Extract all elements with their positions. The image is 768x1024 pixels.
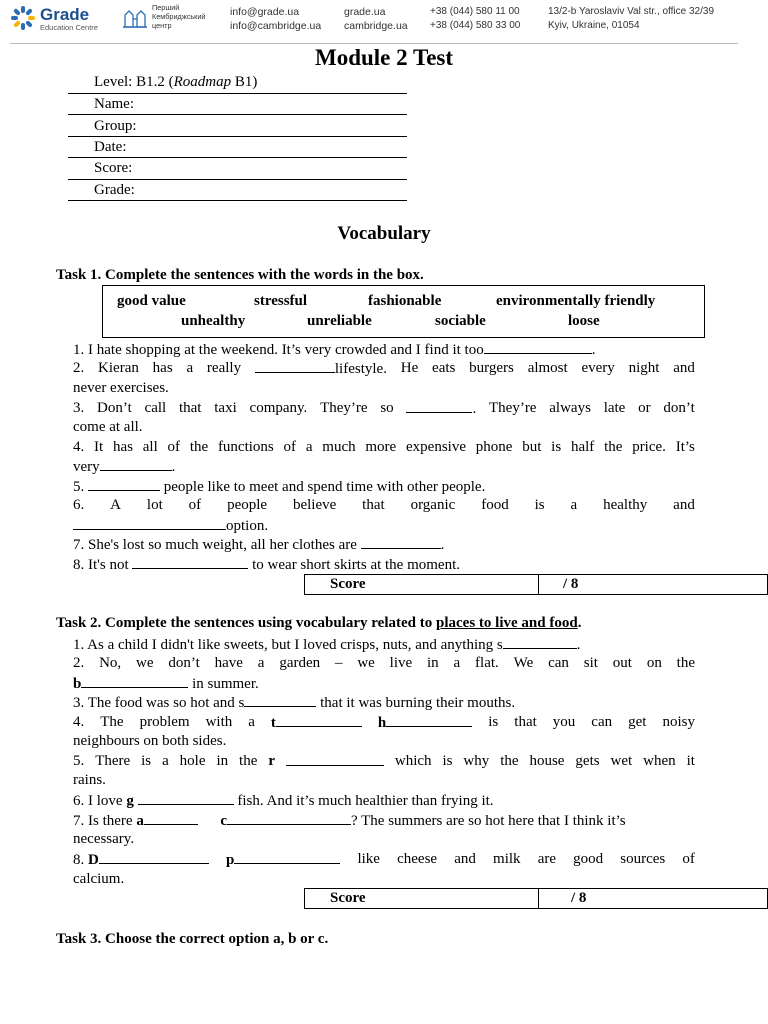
word: the bbox=[604, 439, 623, 455]
task1-sentence-7 bbox=[73, 535, 444, 555]
section-title: Vocabulary bbox=[337, 223, 431, 244]
word: 5. bbox=[73, 753, 85, 769]
word: There bbox=[95, 753, 131, 769]
word: late bbox=[603, 400, 626, 416]
word: good bbox=[573, 851, 604, 867]
word: like bbox=[357, 851, 380, 867]
word: phone bbox=[475, 439, 513, 455]
cambridge-logo bbox=[122, 4, 222, 34]
word: and bbox=[454, 851, 476, 867]
word-box-item: environmentally friendly bbox=[496, 293, 656, 309]
word: is bbox=[141, 753, 152, 769]
word: people bbox=[227, 497, 268, 513]
contact-emails bbox=[230, 5, 321, 33]
answer-blank[interactable] bbox=[100, 457, 172, 471]
word: house bbox=[529, 753, 565, 769]
word: garden bbox=[279, 655, 321, 671]
answer-blank[interactable] bbox=[234, 850, 340, 864]
word-box-item: unhealthy bbox=[181, 313, 246, 329]
word: believe bbox=[292, 497, 337, 513]
word: is bbox=[442, 753, 453, 769]
sentence-text: in summer. bbox=[192, 676, 259, 692]
word-box-item: unreliable bbox=[307, 313, 372, 329]
task2-sentence-1 bbox=[73, 635, 580, 655]
word: call bbox=[144, 400, 167, 416]
grade-logo-name: Grade bbox=[40, 5, 90, 24]
word: flat. bbox=[475, 655, 499, 671]
word: 8. bbox=[73, 852, 85, 868]
word: can bbox=[591, 714, 613, 730]
answer-blank[interactable] bbox=[81, 674, 188, 688]
sentence-text: 7. Is there bbox=[73, 813, 133, 829]
word: of bbox=[188, 497, 202, 513]
word-box-item: loose bbox=[568, 313, 600, 329]
word: you bbox=[552, 714, 576, 730]
hint-letter: D bbox=[88, 852, 99, 868]
word: of bbox=[682, 851, 695, 867]
word: but bbox=[522, 439, 542, 455]
word: expensive bbox=[406, 439, 466, 455]
word: has bbox=[112, 439, 133, 455]
word: night bbox=[628, 360, 660, 376]
word: why bbox=[463, 753, 490, 769]
address-line: Kyiv, Ukraine, 01054 bbox=[548, 20, 640, 31]
answer-blank[interactable] bbox=[88, 477, 160, 491]
task2-sentence-2-cont bbox=[73, 674, 259, 694]
phone-cambridge: +38 (044) 580 33 00 bbox=[430, 20, 521, 31]
answer-blank[interactable] bbox=[255, 359, 335, 373]
sentence-text: that it was burning their mouths. bbox=[320, 695, 516, 711]
blank-word bbox=[73, 850, 209, 870]
word: the bbox=[676, 655, 695, 671]
answer-blank[interactable] bbox=[503, 635, 577, 649]
task1-sentence-6 bbox=[73, 496, 695, 515]
word: A bbox=[110, 497, 121, 513]
score-value[interactable]: / 8 bbox=[571, 890, 587, 906]
word: Kieran bbox=[98, 360, 139, 376]
word: we bbox=[357, 655, 375, 671]
level-book: Roadmap bbox=[173, 74, 232, 90]
score-divider bbox=[538, 889, 539, 908]
word: the bbox=[189, 439, 209, 455]
word: functions bbox=[217, 439, 274, 455]
word: lifestyle. bbox=[334, 361, 387, 377]
word: a bbox=[186, 360, 194, 376]
grade-logo bbox=[10, 3, 110, 33]
word: is bbox=[534, 497, 545, 513]
word: get bbox=[628, 714, 647, 730]
score-value[interactable]: / 8 bbox=[563, 576, 579, 592]
score-label: Score bbox=[330, 890, 366, 906]
info-rule bbox=[68, 200, 407, 201]
task2-sentence-5-cont: rains. bbox=[73, 772, 106, 788]
word: 6. bbox=[73, 497, 85, 513]
word: sit bbox=[583, 655, 598, 671]
info-rule bbox=[68, 157, 407, 158]
heading-end: . bbox=[577, 615, 582, 631]
word: with bbox=[205, 714, 233, 730]
level-suffix: B1) bbox=[231, 74, 258, 90]
word: It bbox=[94, 439, 104, 455]
task1-sentence-4 bbox=[73, 438, 695, 457]
word: so bbox=[380, 400, 394, 416]
grade-field: Grade: bbox=[94, 182, 135, 198]
task1-sentence-3-cont: come at all. bbox=[73, 419, 143, 435]
word: No, bbox=[99, 655, 122, 671]
cambridge-logo-line: Перший bbox=[152, 3, 180, 12]
hint-letter: t bbox=[270, 715, 276, 731]
word: and bbox=[673, 360, 695, 376]
sentence-text: ? The summers are so hot here that I think it’s bbox=[350, 813, 626, 829]
word: of bbox=[167, 439, 181, 455]
word: or bbox=[638, 400, 651, 416]
word: The bbox=[100, 714, 124, 730]
task2-sentence-6 bbox=[73, 791, 494, 811]
word: milk bbox=[493, 851, 521, 867]
word-box-item: good value bbox=[117, 293, 186, 309]
word: in bbox=[216, 753, 229, 769]
word: 2. bbox=[73, 655, 85, 671]
email-cambridge[interactable]: info@cambridge.ua bbox=[230, 20, 322, 32]
info-rule bbox=[68, 179, 407, 180]
word: 4. bbox=[73, 439, 85, 455]
task2-sentence-8-cont: calcium. bbox=[73, 871, 125, 887]
task2-sentence-4-cont: neighbours on both sides. bbox=[73, 733, 227, 749]
word: burgers bbox=[469, 360, 514, 376]
task1-heading: Task 1. Complete the sentences with the words in the box. bbox=[56, 267, 424, 283]
task1-sentence-5 bbox=[73, 477, 485, 497]
site-cambridge[interactable]: cambridge.ua bbox=[344, 20, 408, 32]
answer-blank[interactable] bbox=[227, 811, 351, 825]
task2-sentence-5 bbox=[73, 752, 695, 771]
word: and bbox=[673, 497, 695, 513]
task2-heading bbox=[56, 614, 581, 633]
blank-word bbox=[406, 399, 476, 419]
answer-blank[interactable] bbox=[138, 791, 234, 805]
sentence-end: . bbox=[576, 637, 581, 653]
word: that bbox=[178, 400, 202, 416]
grade-logo-subtitle: Education Centre bbox=[40, 23, 98, 32]
word: when bbox=[643, 753, 676, 769]
word: half bbox=[570, 439, 595, 455]
word: . bbox=[472, 401, 477, 417]
word: on bbox=[646, 655, 662, 671]
word: 3. bbox=[73, 400, 85, 416]
cambridge-emblem-icon bbox=[122, 5, 148, 31]
heading-topic: places to live and food bbox=[436, 615, 578, 631]
task1-sentence-2-cont: never exercises. bbox=[73, 380, 169, 396]
task1-sentence-8 bbox=[73, 555, 460, 575]
level-prefix: Level: B1.2 ( bbox=[94, 74, 174, 90]
hint-letter: g bbox=[126, 793, 134, 809]
word: Don’t bbox=[97, 400, 132, 416]
email-grade[interactable]: info@grade.ua bbox=[230, 6, 300, 18]
hint-letter: h bbox=[377, 715, 387, 731]
score-label: Score bbox=[330, 576, 366, 592]
contact-phones bbox=[430, 5, 520, 33]
word: hole bbox=[179, 753, 206, 769]
word: cheese bbox=[397, 851, 438, 867]
word: out bbox=[612, 655, 632, 671]
word: a bbox=[162, 753, 169, 769]
info-rule bbox=[68, 114, 407, 115]
info-rule bbox=[68, 136, 407, 137]
grade-logo-icon bbox=[10, 5, 36, 31]
cambridge-logo-line: центр bbox=[152, 20, 172, 30]
word: We bbox=[513, 655, 534, 671]
sentence-text: 6. I love bbox=[73, 793, 123, 809]
word: very bbox=[73, 459, 100, 475]
word: gets bbox=[575, 753, 600, 769]
header-divider bbox=[10, 43, 738, 44]
word: can bbox=[548, 655, 569, 671]
word: option. bbox=[226, 518, 269, 534]
word: a bbox=[305, 439, 313, 455]
word: don’t bbox=[168, 655, 200, 671]
blank-word bbox=[255, 359, 387, 379]
answer-blank[interactable] bbox=[144, 811, 198, 825]
word: 5. bbox=[73, 479, 85, 495]
word: don’t bbox=[663, 400, 695, 416]
score-divider bbox=[538, 575, 539, 594]
word: almost bbox=[527, 360, 568, 376]
info-rule bbox=[68, 93, 407, 94]
answer-blank[interactable] bbox=[286, 752, 384, 766]
word-box-item: fashionable bbox=[368, 293, 442, 309]
blank-word bbox=[226, 850, 340, 870]
word: all bbox=[142, 439, 158, 455]
sentence-text: 8. It's not bbox=[73, 557, 129, 573]
hint-letter: r bbox=[268, 753, 275, 769]
word: 4. bbox=[73, 714, 85, 730]
task1-sentence-3 bbox=[73, 399, 695, 419]
word: 2. bbox=[73, 360, 85, 376]
task1-sentence-2 bbox=[73, 359, 695, 379]
word: much bbox=[322, 439, 356, 455]
info-level bbox=[94, 73, 257, 92]
word: every bbox=[581, 360, 615, 376]
sentence-text: 3. The food was so hot and s bbox=[73, 695, 245, 711]
phone-grade: +38 (044) 580 11 00 bbox=[430, 6, 520, 17]
word: sources bbox=[620, 851, 666, 867]
name-field: Name: bbox=[94, 96, 134, 112]
answer-blank[interactable] bbox=[406, 399, 472, 413]
answer-blank[interactable] bbox=[244, 693, 316, 707]
word: is bbox=[488, 714, 499, 730]
word: It’s bbox=[675, 439, 695, 455]
task1-sentence-1 bbox=[73, 340, 595, 360]
hint-letter: c bbox=[220, 813, 227, 829]
heading-text: Task 2. Complete the sentences using vocabulary related to bbox=[56, 615, 436, 631]
sentence-text: 1. I hate shopping at the weekend. It’s very crowded and I find it too bbox=[73, 342, 484, 358]
contact-address bbox=[548, 5, 714, 33]
word: is bbox=[551, 439, 562, 455]
hint-letter: p bbox=[225, 852, 235, 868]
word: the bbox=[239, 753, 258, 769]
answer-blank[interactable] bbox=[386, 713, 472, 727]
sentence-end: . bbox=[440, 537, 445, 553]
word: a bbox=[257, 655, 265, 671]
word: always bbox=[549, 400, 591, 416]
task1-sentence-4-cont bbox=[73, 457, 175, 477]
sentence-text: people like to meet and spend time with other people. bbox=[163, 479, 486, 495]
sentence-text: fish. And it’s much healthier than frying it. bbox=[237, 793, 494, 809]
answer-blank[interactable] bbox=[276, 713, 362, 727]
word: problem bbox=[139, 714, 190, 730]
word: it bbox=[686, 753, 695, 769]
answer-blank[interactable] bbox=[132, 555, 248, 569]
answer-blank[interactable] bbox=[73, 516, 226, 530]
word: that bbox=[362, 497, 385, 513]
task2-sentence-7 bbox=[73, 811, 626, 831]
word: live bbox=[389, 655, 413, 671]
task2-sentence-3 bbox=[73, 693, 515, 713]
word: – bbox=[334, 655, 343, 671]
blank-word bbox=[378, 713, 472, 733]
word: have bbox=[214, 655, 243, 671]
word: They’re bbox=[320, 400, 368, 416]
blank-word bbox=[271, 713, 362, 733]
word: in bbox=[427, 655, 439, 671]
word: a bbox=[248, 714, 255, 730]
word: eats bbox=[432, 360, 456, 376]
contact-sites bbox=[344, 5, 408, 33]
word: of bbox=[283, 439, 297, 455]
sentence-text: to wear short skirts at the moment. bbox=[252, 557, 461, 573]
word: organic bbox=[410, 497, 456, 513]
word: the bbox=[500, 753, 519, 769]
task2-sentence-7-cont: necessary. bbox=[73, 831, 135, 847]
word: has bbox=[152, 360, 173, 376]
word: we bbox=[136, 655, 154, 671]
task2-sentence-4 bbox=[73, 713, 695, 733]
word: more bbox=[365, 439, 397, 455]
word: company. bbox=[249, 400, 308, 416]
word: He bbox=[400, 360, 419, 376]
word: really bbox=[206, 360, 242, 376]
answer-blank[interactable] bbox=[99, 850, 209, 864]
word-box-item: stressful bbox=[254, 293, 308, 309]
score-field: Score: bbox=[94, 160, 133, 176]
task2-sentence-2 bbox=[73, 654, 695, 673]
task2-sentence-8 bbox=[73, 850, 695, 870]
hint-letter: a bbox=[136, 813, 144, 829]
word: a bbox=[570, 497, 578, 513]
word: taxi bbox=[214, 400, 237, 416]
task1-score-box bbox=[304, 574, 768, 595]
hint-letter: b bbox=[73, 676, 82, 692]
task2-score-box bbox=[304, 888, 768, 909]
word: lot bbox=[146, 497, 163, 513]
group-field: Group: bbox=[94, 118, 137, 134]
word: wet bbox=[610, 753, 633, 769]
sentence-text: 7. She's lost so much weight, all her clothes are bbox=[73, 537, 357, 553]
word: a bbox=[453, 655, 461, 671]
sentence-end: . bbox=[171, 459, 176, 475]
word: healthy bbox=[603, 497, 648, 513]
word-box bbox=[102, 285, 705, 338]
word: price. bbox=[632, 439, 666, 455]
task3-heading: Task 3. Choose the correct option a, b or c. bbox=[56, 931, 329, 947]
cambridge-logo-line: Кембриджський bbox=[152, 11, 206, 21]
task1-sentence-6-cont bbox=[73, 516, 268, 536]
word: which bbox=[394, 753, 432, 769]
date-field: Date: bbox=[94, 139, 127, 155]
answer-blank[interactable] bbox=[361, 535, 441, 549]
answer-blank[interactable] bbox=[484, 340, 592, 354]
word-box-item: sociable bbox=[435, 313, 486, 329]
address-line: 13/2-b Yaroslaviv Val str., office 32/39 bbox=[548, 6, 715, 17]
word: are bbox=[537, 851, 556, 867]
word: that bbox=[514, 714, 537, 730]
word: They’re bbox=[489, 400, 537, 416]
sentence-end: . bbox=[591, 342, 596, 358]
page-title: Module 2 Test bbox=[314, 45, 454, 70]
word: food bbox=[481, 497, 509, 513]
site-grade[interactable]: grade.ua bbox=[344, 6, 386, 18]
word: noisy bbox=[662, 714, 695, 730]
sentence-text: 1. As a child I didn't like sweets, but I loved crisps, nuts, and anything s bbox=[73, 637, 503, 653]
